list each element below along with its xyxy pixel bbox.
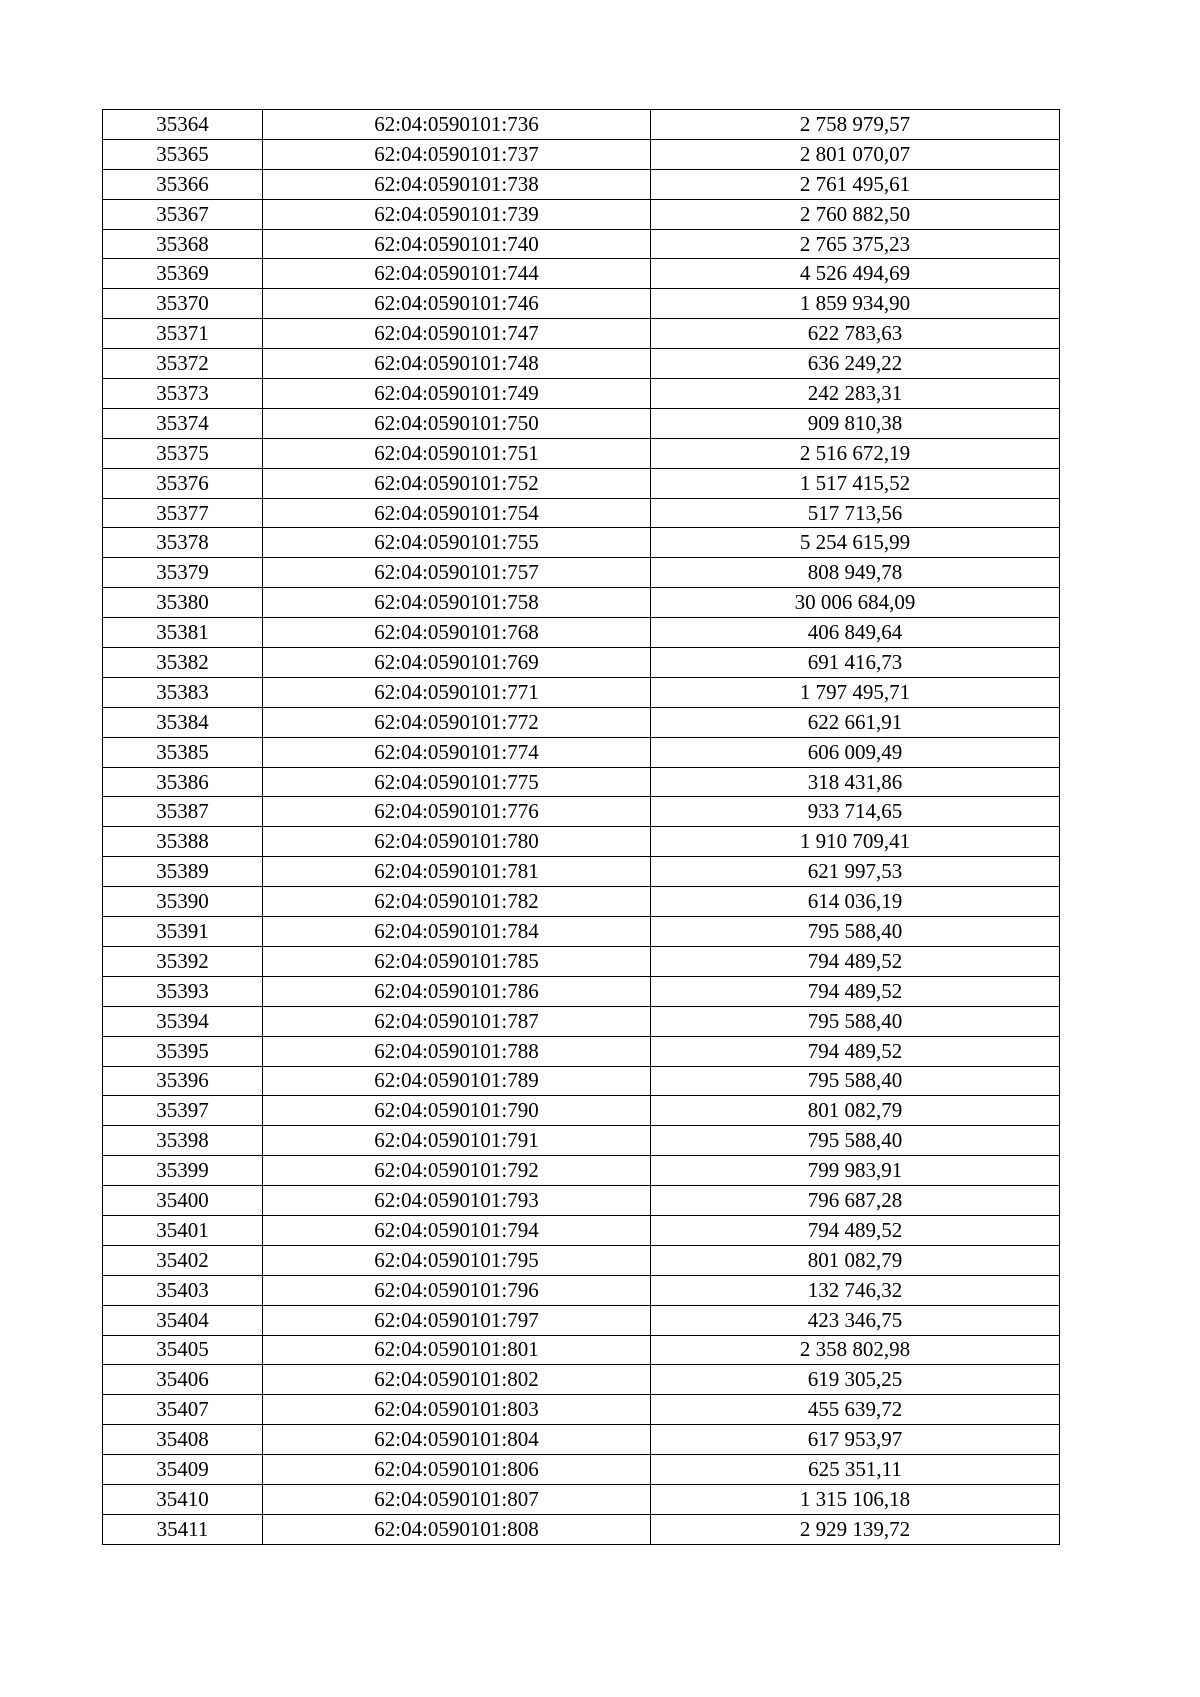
cadastral-value-cell: 801 082,79 [651,1245,1060,1275]
table-row [103,1425,1060,1455]
table-row [103,707,1060,737]
cadastral-value-cell: 517 713,56 [651,498,1060,528]
cadastral-value-cell: 795 588,40 [651,1006,1060,1036]
cadastral-number-cell: 62:04:0590101:802 [263,1365,651,1395]
row-number-cell: 35376 [103,468,263,498]
cadastral-number-cell: 62:04:0590101:748 [263,349,651,379]
table-row [103,408,1060,438]
cadastral-number-cell: 62:04:0590101:791 [263,1126,651,1156]
cadastral-value-cell: 406 849,64 [651,618,1060,648]
cadastral-value-cell: 622 783,63 [651,319,1060,349]
row-number-cell: 35405 [103,1335,263,1365]
cadastral-number-cell: 62:04:0590101:788 [263,1036,651,1066]
row-number-cell: 35382 [103,648,263,678]
row-number-cell: 35393 [103,976,263,1006]
cadastral-number-cell: 62:04:0590101:782 [263,887,651,917]
table-row [103,618,1060,648]
cadastral-value-cell: 2 758 979,57 [651,110,1060,140]
cadastral-number-cell: 62:04:0590101:736 [263,110,651,140]
row-number-cell: 35381 [103,618,263,648]
cadastral-value-cell: 606 009,49 [651,737,1060,767]
cadastral-value-cell: 622 661,91 [651,707,1060,737]
row-number-cell: 35410 [103,1484,263,1514]
cadastral-value-cell: 318 431,86 [651,767,1060,797]
cadastral-number-cell: 62:04:0590101:758 [263,588,651,618]
table-row [103,199,1060,229]
cadastral-number-cell: 62:04:0590101:739 [263,199,651,229]
table-row [103,1395,1060,1425]
cadastral-value-cell: 2 761 495,61 [651,169,1060,199]
table-row [103,289,1060,319]
row-number-cell: 35399 [103,1156,263,1186]
cadastral-value-cell: 423 346,75 [651,1305,1060,1335]
cadastral-value-cell: 2 929 139,72 [651,1514,1060,1544]
row-number-cell: 35370 [103,289,263,319]
table-row [103,1245,1060,1275]
row-number-cell: 35380 [103,588,263,618]
cadastral-number-cell: 62:04:0590101:781 [263,857,651,887]
cadastral-value-cell: 625 351,11 [651,1455,1060,1485]
row-number-cell: 35391 [103,917,263,947]
row-number-cell: 35375 [103,438,263,468]
cadastral-value-cell: 2 358 802,98 [651,1335,1060,1365]
cadastral-value-cell: 2 801 070,07 [651,139,1060,169]
cadastral-value-cell: 614 036,19 [651,887,1060,917]
cadastral-number-cell: 62:04:0590101:801 [263,1335,651,1365]
cadastral-value-cell: 621 997,53 [651,857,1060,887]
table-body [103,110,1060,1545]
cadastral-number-cell: 62:04:0590101:757 [263,558,651,588]
cadastral-value-cell: 242 283,31 [651,379,1060,409]
row-number-cell: 35409 [103,1455,263,1485]
row-number-cell: 35383 [103,677,263,707]
row-number-cell: 35367 [103,199,263,229]
table-row [103,1126,1060,1156]
row-number-cell: 35386 [103,767,263,797]
cadastral-value-cell: 5 254 615,99 [651,528,1060,558]
table-row [103,677,1060,707]
row-number-cell: 35402 [103,1245,263,1275]
cadastral-number-cell: 62:04:0590101:787 [263,1006,651,1036]
table-row [103,648,1060,678]
row-number-cell: 35368 [103,229,263,259]
row-number-cell: 35385 [103,737,263,767]
cadastral-number-cell: 62:04:0590101:744 [263,259,651,289]
table-row [103,767,1060,797]
cadastral-value-cell: 2 760 882,50 [651,199,1060,229]
table-row [103,1036,1060,1066]
table-row [103,827,1060,857]
cadastral-value-cell: 619 305,25 [651,1365,1060,1395]
cadastral-value-cell: 794 489,52 [651,1215,1060,1245]
cadastral-number-cell: 62:04:0590101:790 [263,1096,651,1126]
table-row [103,946,1060,976]
cadastral-value-cell: 1 517 415,52 [651,468,1060,498]
row-number-cell: 35398 [103,1126,263,1156]
row-number-cell: 35390 [103,887,263,917]
table-row [103,379,1060,409]
table-row [103,737,1060,767]
table-row [103,1455,1060,1485]
table-row [103,1006,1060,1036]
row-number-cell: 35369 [103,259,263,289]
cadastral-value-cell: 4 526 494,69 [651,259,1060,289]
cadastral-value-cell: 30 006 684,09 [651,588,1060,618]
cadastral-number-cell: 62:04:0590101:803 [263,1395,651,1425]
table-row [103,917,1060,947]
cadastral-value-cell: 808 949,78 [651,558,1060,588]
table-row [103,976,1060,1006]
table-row [103,259,1060,289]
cadastral-number-cell: 62:04:0590101:804 [263,1425,651,1455]
row-number-cell: 35371 [103,319,263,349]
row-number-cell: 35395 [103,1036,263,1066]
cadastral-number-cell: 62:04:0590101:797 [263,1305,651,1335]
cadastral-value-cell: 132 746,32 [651,1275,1060,1305]
row-number-cell: 35400 [103,1186,263,1216]
cadastral-number-cell: 62:04:0590101:747 [263,319,651,349]
cadastral-number-cell: 62:04:0590101:780 [263,827,651,857]
row-number-cell: 35366 [103,169,263,199]
cadastral-value-cell: 795 588,40 [651,1126,1060,1156]
cadastral-value-cell: 794 489,52 [651,1036,1060,1066]
cadastral-number-cell: 62:04:0590101:784 [263,917,651,947]
cadastral-number-cell: 62:04:0590101:806 [263,1455,651,1485]
cadastral-number-cell: 62:04:0590101:740 [263,229,651,259]
table-row [103,1215,1060,1245]
row-number-cell: 35407 [103,1395,263,1425]
cadastral-number-cell: 62:04:0590101:794 [263,1215,651,1245]
cadastral-number-cell: 62:04:0590101:771 [263,677,651,707]
cadastral-value-cell: 795 588,40 [651,917,1060,947]
table-row [103,1484,1060,1514]
cadastral-number-cell: 62:04:0590101:769 [263,648,651,678]
cadastral-number-cell: 62:04:0590101:795 [263,1245,651,1275]
cadastral-value-cell: 2 516 672,19 [651,438,1060,468]
cadastral-value-table [102,109,1060,1545]
row-number-cell: 35372 [103,349,263,379]
cadastral-value-cell: 1 315 106,18 [651,1484,1060,1514]
row-number-cell: 35387 [103,797,263,827]
cadastral-value-cell: 794 489,52 [651,976,1060,1006]
table-row [103,139,1060,169]
row-number-cell: 35394 [103,1006,263,1036]
table-row [103,349,1060,379]
cadastral-number-cell: 62:04:0590101:796 [263,1275,651,1305]
table-row [103,229,1060,259]
cadastral-value-cell: 691 416,73 [651,648,1060,678]
cadastral-number-cell: 62:04:0590101:746 [263,289,651,319]
cadastral-value-cell: 933 714,65 [651,797,1060,827]
table-row [103,887,1060,917]
table-row [103,438,1060,468]
cadastral-number-cell: 62:04:0590101:774 [263,737,651,767]
row-number-cell: 35378 [103,528,263,558]
cadastral-number-cell: 62:04:0590101:749 [263,379,651,409]
cadastral-number-cell: 62:04:0590101:772 [263,707,651,737]
table-row [103,169,1060,199]
table-row [103,588,1060,618]
table-row [103,1365,1060,1395]
row-number-cell: 35404 [103,1305,263,1335]
row-number-cell: 35397 [103,1096,263,1126]
cadastral-number-cell: 62:04:0590101:792 [263,1156,651,1186]
cadastral-number-cell: 62:04:0590101:738 [263,169,651,199]
table-row [103,1066,1060,1096]
cadastral-number-cell: 62:04:0590101:785 [263,946,651,976]
row-number-cell: 35374 [103,408,263,438]
table-row [103,1514,1060,1544]
cadastral-value-cell: 795 588,40 [651,1066,1060,1096]
row-number-cell: 35403 [103,1275,263,1305]
cadastral-number-cell: 62:04:0590101:776 [263,797,651,827]
row-number-cell: 35401 [103,1215,263,1245]
cadastral-number-cell: 62:04:0590101:775 [263,767,651,797]
row-number-cell: 35364 [103,110,263,140]
cadastral-number-cell: 62:04:0590101:768 [263,618,651,648]
table-row [103,1096,1060,1126]
cadastral-number-cell: 62:04:0590101:786 [263,976,651,1006]
row-number-cell: 35388 [103,827,263,857]
cadastral-value-cell: 796 687,28 [651,1186,1060,1216]
row-number-cell: 35408 [103,1425,263,1455]
cadastral-value-cell: 2 765 375,23 [651,229,1060,259]
table-row [103,558,1060,588]
table-row [103,468,1060,498]
cadastral-value-cell: 1 797 495,71 [651,677,1060,707]
row-number-cell: 35377 [103,498,263,528]
cadastral-number-cell: 62:04:0590101:750 [263,408,651,438]
cadastral-number-cell: 62:04:0590101:752 [263,468,651,498]
row-number-cell: 35373 [103,379,263,409]
row-number-cell: 35389 [103,857,263,887]
table-row [103,1156,1060,1186]
row-number-cell: 35392 [103,946,263,976]
table-row [103,498,1060,528]
cadastral-value-cell: 794 489,52 [651,946,1060,976]
cadastral-value-cell: 455 639,72 [651,1395,1060,1425]
table-row [103,1305,1060,1335]
cadastral-value-cell: 799 983,91 [651,1156,1060,1186]
row-number-cell: 35411 [103,1514,263,1544]
table-row [103,1186,1060,1216]
cadastral-value-cell: 617 953,97 [651,1425,1060,1455]
cadastral-number-cell: 62:04:0590101:751 [263,438,651,468]
row-number-cell: 35396 [103,1066,263,1096]
cadastral-value-cell: 801 082,79 [651,1096,1060,1126]
table-row [103,857,1060,887]
table-row [103,528,1060,558]
cadastral-number-cell: 62:04:0590101:793 [263,1186,651,1216]
cadastral-number-cell: 62:04:0590101:737 [263,139,651,169]
cadastral-number-cell: 62:04:0590101:807 [263,1484,651,1514]
cadastral-number-cell: 62:04:0590101:808 [263,1514,651,1544]
table-row [103,110,1060,140]
row-number-cell: 35379 [103,558,263,588]
row-number-cell: 35365 [103,139,263,169]
row-number-cell: 35406 [103,1365,263,1395]
table-row [103,319,1060,349]
table-row [103,1335,1060,1365]
row-number-cell: 35384 [103,707,263,737]
table-row [103,797,1060,827]
cadastral-number-cell: 62:04:0590101:755 [263,528,651,558]
table-row [103,1275,1060,1305]
cadastral-value-cell: 909 810,38 [651,408,1060,438]
cadastral-number-cell: 62:04:0590101:754 [263,498,651,528]
cadastral-value-cell: 1 859 934,90 [651,289,1060,319]
cadastral-value-cell: 1 910 709,41 [651,827,1060,857]
cadastral-number-cell: 62:04:0590101:789 [263,1066,651,1096]
cadastral-value-cell: 636 249,22 [651,349,1060,379]
